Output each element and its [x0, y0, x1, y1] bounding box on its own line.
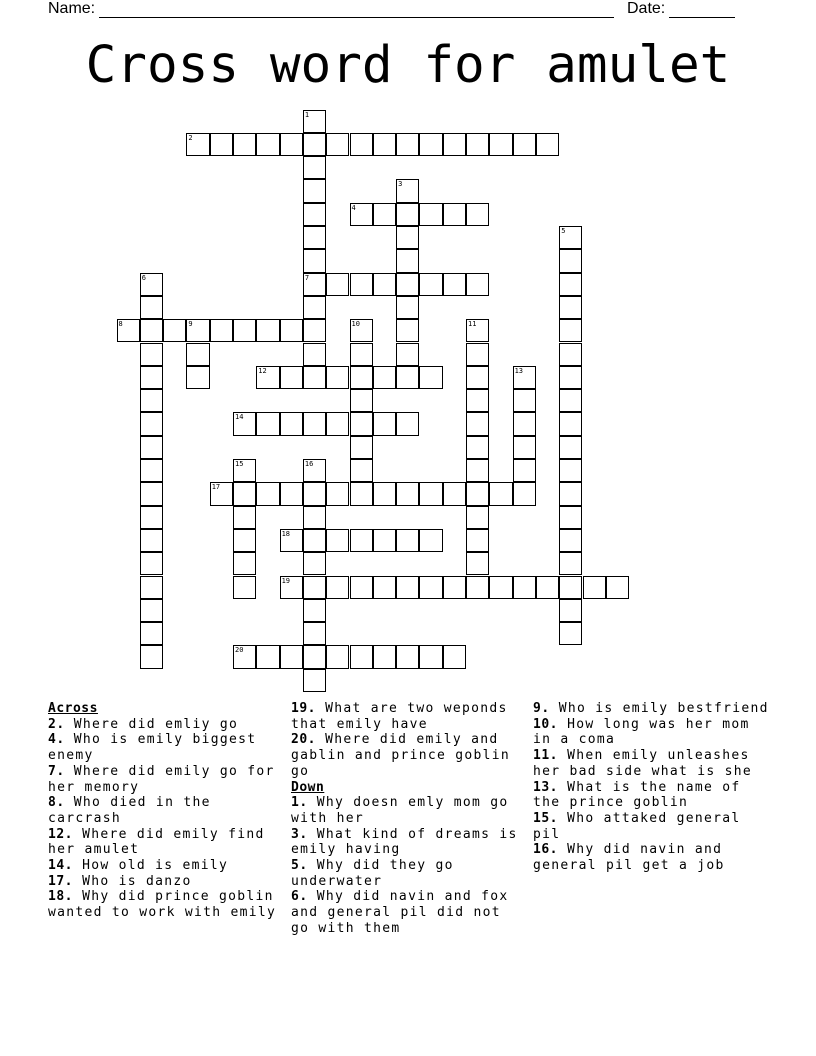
clues-column-1 — [48, 701, 284, 921]
grid-cell[interactable] — [419, 203, 442, 226]
grid-cell[interactable] — [559, 412, 582, 435]
grid-cell[interactable] — [233, 412, 256, 435]
grid-cell[interactable] — [350, 273, 373, 296]
date-line[interactable] — [669, 2, 735, 18]
grid-cell[interactable] — [559, 366, 582, 389]
grid-cell[interactable] — [303, 412, 326, 435]
grid-cell[interactable] — [396, 133, 419, 156]
grid-cell[interactable] — [326, 366, 349, 389]
grid-cell[interactable] — [559, 529, 582, 552]
grid-cell[interactable] — [513, 576, 536, 599]
cell-number: 12 — [258, 366, 267, 375]
grid-cell[interactable] — [303, 552, 326, 575]
name-label: Name: — [48, 0, 96, 17]
grid-cell[interactable] — [303, 133, 326, 156]
grid-cell[interactable] — [583, 576, 606, 599]
grid-cell[interactable] — [140, 412, 163, 435]
grid-cell[interactable] — [140, 319, 163, 342]
grid-cell[interactable] — [140, 343, 163, 366]
grid-cell[interactable] — [233, 529, 256, 552]
grid-cell[interactable] — [489, 133, 512, 156]
grid-cell[interactable] — [373, 576, 396, 599]
grid-cell[interactable] — [256, 645, 279, 668]
grid-cell[interactable] — [396, 529, 419, 552]
grid-cell[interactable] — [443, 645, 466, 668]
grid-cell[interactable] — [559, 389, 582, 412]
clue-down: 6. Why did navin and fox and general pil did not go with them — [291, 889, 509, 936]
name-line[interactable] — [99, 2, 614, 18]
grid-cell[interactable] — [466, 319, 489, 342]
cell-number: 17 — [211, 483, 221, 492]
grid-cell[interactable] — [140, 645, 163, 668]
grid-cell[interactable] — [443, 133, 466, 156]
clues-column-3 — [533, 701, 769, 874]
cell-number: 18 — [281, 529, 291, 538]
grid-cell[interactable] — [513, 389, 536, 412]
grid-cell[interactable] — [350, 412, 373, 435]
grid-cell[interactable] — [303, 203, 326, 226]
grid-cell[interactable] — [280, 529, 303, 552]
grid-cell[interactable] — [466, 343, 489, 366]
grid-cell[interactable] — [233, 133, 256, 156]
grid-cell[interactable] — [373, 273, 396, 296]
grid-cell[interactable] — [373, 203, 396, 226]
grid-cell[interactable] — [513, 459, 536, 482]
grid-cell[interactable] — [326, 482, 349, 505]
grid-cell[interactable] — [303, 366, 326, 389]
grid-cell[interactable] — [280, 576, 303, 599]
clue-across: 18. Why did prince goblin wanted to work with emily — [48, 889, 277, 921]
cell-number: 1 — [304, 110, 310, 119]
grid-cell[interactable] — [256, 482, 279, 505]
clue-down: 3. What kind of dreams is emily having — [291, 826, 518, 858]
clue-down: 15. Who attaked general pil — [533, 810, 741, 842]
grid-cell[interactable] — [303, 622, 326, 645]
grid-cell[interactable] — [140, 599, 163, 622]
grid-cell[interactable] — [326, 576, 349, 599]
grid-cell[interactable] — [303, 110, 326, 133]
cell-number: 3 — [398, 180, 403, 189]
grid-cell[interactable] — [559, 482, 582, 505]
grid-cell[interactable] — [140, 622, 163, 645]
grid-cell[interactable] — [303, 179, 326, 202]
grid-cell[interactable] — [303, 343, 326, 366]
grid-cell[interactable] — [326, 412, 349, 435]
cell-number: 10 — [351, 320, 360, 329]
grid-cell[interactable] — [350, 645, 373, 668]
grid-cell[interactable] — [396, 296, 419, 319]
grid-cell[interactable] — [303, 273, 326, 296]
grid-cell[interactable] — [303, 599, 326, 622]
cell-number: 14 — [235, 413, 244, 422]
clue-across: 14. How old is emily — [48, 858, 229, 874]
grid-cell[interactable] — [280, 645, 303, 668]
cell-number: 2 — [188, 133, 193, 142]
grid-cell[interactable] — [513, 412, 536, 435]
grid-cell[interactable] — [396, 645, 419, 668]
grid-cell[interactable] — [466, 203, 489, 226]
grid-cell[interactable] — [280, 319, 303, 342]
grid-cell[interactable] — [233, 319, 256, 342]
cell-number: 7 — [304, 273, 310, 282]
clues-column-2 — [291, 701, 527, 937]
grid-cell[interactable] — [326, 133, 349, 156]
grid-cell[interactable] — [140, 576, 163, 599]
cell-number: 5 — [561, 227, 566, 235]
grid-cell[interactable] — [233, 552, 256, 575]
cell-number: 20 — [235, 646, 244, 655]
grid-cell[interactable] — [396, 226, 419, 249]
grid-cell[interactable] — [559, 552, 582, 575]
clue-across: 8. Who died in the carcrash — [48, 795, 211, 826]
grid-cell[interactable] — [559, 506, 582, 529]
grid-cell[interactable] — [466, 436, 489, 459]
grid-cell[interactable] — [396, 203, 419, 226]
grid-cell[interactable] — [559, 319, 582, 342]
clue-across: 2. Where did emliy go — [48, 716, 239, 732]
grid-cell[interactable] — [559, 459, 582, 482]
date-label: Date: — [627, 0, 666, 17]
grid-cell[interactable] — [373, 645, 396, 668]
grid-cell[interactable] — [326, 529, 349, 552]
grid-cell[interactable] — [489, 482, 512, 505]
grid-cell[interactable] — [513, 133, 536, 156]
grid-cell[interactable] — [140, 389, 163, 412]
clue-down: 11. When emily unleashes her bad side what is she — [533, 748, 753, 779]
grid-cell[interactable] — [536, 133, 559, 156]
grid-cell[interactable] — [350, 482, 373, 505]
grid-cell[interactable] — [140, 529, 163, 552]
grid-cell[interactable] — [489, 576, 512, 599]
clue-down: 9. Who is emily bestfriend — [533, 701, 769, 716]
grid-cell[interactable] — [513, 366, 536, 389]
clue-down: 1. Why doesn emly mom go with her — [291, 795, 509, 826]
grid-cell[interactable] — [443, 203, 466, 226]
cell-number: 4 — [351, 203, 356, 212]
grid-cell[interactable] — [303, 482, 326, 505]
grid-cell[interactable] — [186, 319, 209, 342]
grid-cell[interactable] — [559, 622, 582, 645]
grid-cell[interactable] — [140, 436, 163, 459]
grid-cell[interactable] — [350, 459, 373, 482]
grid-cell[interactable] — [396, 273, 419, 296]
grid-cell[interactable] — [140, 459, 163, 482]
grid-cell[interactable] — [466, 273, 489, 296]
grid-cell[interactable] — [373, 482, 396, 505]
grid-cell[interactable] — [163, 319, 186, 342]
grid-cell[interactable] — [466, 482, 489, 505]
grid-cell[interactable] — [466, 529, 489, 552]
grid-cell[interactable] — [419, 529, 442, 552]
clue-across: 17. Who is danzo — [48, 873, 192, 889]
grid-cell[interactable] — [536, 576, 559, 599]
grid-cell[interactable] — [419, 366, 442, 389]
grid-cell[interactable] — [466, 459, 489, 482]
grid-cell[interactable] — [303, 576, 326, 599]
grid-cell[interactable] — [350, 436, 373, 459]
clue-across: 12. Where did emily find her amulet — [48, 826, 265, 858]
grid-cell[interactable] — [396, 249, 419, 272]
grid-cell[interactable] — [117, 319, 140, 342]
grid-cell[interactable] — [373, 529, 396, 552]
grid-cell[interactable] — [466, 389, 489, 412]
grid-cell[interactable] — [350, 389, 373, 412]
grid-cell[interactable] — [559, 226, 582, 249]
grid-cell[interactable] — [350, 203, 373, 226]
grid-cell[interactable] — [419, 273, 442, 296]
grid-cell[interactable] — [303, 669, 326, 692]
puzzle-title: Cross word for amulet — [85, 36, 731, 95]
grid-cell[interactable] — [466, 552, 489, 575]
grid-cell[interactable] — [443, 273, 466, 296]
grid-cell[interactable] — [559, 249, 582, 272]
grid-cell[interactable] — [233, 645, 256, 668]
clue-down: 5. Why did they go underwater — [291, 858, 454, 889]
grid-cell[interactable] — [303, 506, 326, 529]
grid-cell[interactable] — [233, 459, 256, 482]
grid-cell[interactable] — [256, 366, 279, 389]
grid-cell[interactable] — [466, 506, 489, 529]
grid-cell[interactable] — [256, 319, 279, 342]
grid-cell[interactable] — [559, 273, 582, 296]
cell-number: 13 — [514, 366, 524, 375]
grid-cell[interactable] — [233, 482, 256, 505]
grid-cell[interactable] — [419, 576, 442, 599]
grid-cell[interactable] — [606, 576, 629, 599]
grid-cell[interactable] — [303, 156, 326, 179]
grid-cell[interactable] — [210, 133, 233, 156]
clue-across: 4. Who is emily biggest enemy — [48, 732, 257, 764]
grid-cell[interactable] — [419, 133, 442, 156]
grid-cell[interactable] — [419, 645, 442, 668]
grid-cell[interactable] — [140, 482, 163, 505]
grid-cell[interactable] — [396, 576, 419, 599]
grid-cell[interactable] — [350, 319, 373, 342]
grid-cell[interactable] — [350, 133, 373, 156]
grid-cell[interactable] — [186, 366, 209, 389]
grid-cell[interactable] — [350, 366, 373, 389]
grid-cell[interactable] — [373, 133, 396, 156]
grid-cell[interactable] — [186, 343, 209, 366]
grid-cell[interactable] — [303, 296, 326, 319]
clue-down: 16. Why did navin and general pil get a job — [533, 842, 725, 874]
name-field[interactable] — [48, 0, 614, 18]
cell-number: 15 — [235, 460, 244, 468]
grid-cell[interactable] — [350, 576, 373, 599]
grid-cell[interactable] — [559, 343, 582, 366]
grid-cell[interactable] — [396, 366, 419, 389]
grid-cell[interactable] — [466, 576, 489, 599]
grid-cell[interactable] — [303, 645, 326, 668]
grid-cell[interactable] — [303, 226, 326, 249]
grid-cell[interactable] — [443, 482, 466, 505]
grid-cell[interactable] — [303, 529, 326, 552]
date-field[interactable] — [627, 0, 735, 18]
grid-cell[interactable] — [233, 506, 256, 529]
grid-cell[interactable] — [396, 179, 419, 202]
grid-cell[interactable] — [303, 459, 326, 482]
grid-cell[interactable] — [559, 599, 582, 622]
grid-cell[interactable] — [373, 366, 396, 389]
grid-cell[interactable] — [280, 366, 303, 389]
grid-cell[interactable] — [303, 249, 326, 272]
grid-cell[interactable] — [373, 412, 396, 435]
cell-number: 8 — [118, 320, 123, 329]
grid-cell[interactable] — [396, 319, 419, 342]
grid-cell[interactable] — [186, 133, 209, 156]
grid-cell[interactable] — [280, 412, 303, 435]
grid-cell[interactable] — [140, 273, 163, 296]
grid-cell[interactable] — [396, 412, 419, 435]
cell-number: 6 — [141, 273, 147, 282]
clue-across: 20. Where did emily and gablin and prince goblin go — [291, 732, 511, 779]
grid-cell[interactable] — [396, 343, 419, 366]
grid-cell[interactable] — [210, 482, 233, 505]
grid-cell[interactable] — [466, 412, 489, 435]
cell-number: 11 — [468, 320, 477, 329]
grid-cell[interactable] — [326, 645, 349, 668]
grid-cell[interactable] — [350, 343, 373, 366]
grid-cell[interactable] — [280, 482, 303, 505]
grid-cell[interactable] — [559, 576, 582, 599]
grid-cell[interactable] — [559, 436, 582, 459]
grid-cell[interactable] — [396, 482, 419, 505]
down-heading: Down — [291, 779, 325, 795]
grid-cell[interactable] — [559, 296, 582, 319]
grid-cell[interactable] — [443, 576, 466, 599]
grid-cell[interactable] — [303, 319, 326, 342]
grid-cell[interactable] — [350, 529, 373, 552]
cell-number: 19 — [281, 576, 291, 585]
clue-across: 19. What are two weponds that emily have — [291, 701, 508, 732]
grid-cell[interactable] — [140, 366, 163, 389]
grid-cell[interactable] — [210, 319, 233, 342]
across-heading: Across — [48, 701, 98, 716]
cell-number: 9 — [188, 320, 193, 329]
clue-down: 13. What is the name of the prince goblin — [533, 779, 741, 811]
clue-down: 10. How long was her mom in a coma — [533, 716, 750, 748]
clue-across: 7. Where did emily go for her memory — [48, 763, 275, 795]
grid-cell[interactable] — [326, 273, 349, 296]
cell-number: 16 — [304, 460, 314, 468]
grid-cell[interactable] — [140, 296, 163, 319]
grid-cell[interactable] — [466, 133, 489, 156]
grid-cell[interactable] — [233, 576, 256, 599]
grid-cell[interactable] — [140, 506, 163, 529]
grid-cell[interactable] — [513, 436, 536, 459]
grid-cell[interactable] — [466, 366, 489, 389]
grid-cell[interactable] — [140, 552, 163, 575]
grid-cell[interactable] — [280, 133, 303, 156]
grid-cell[interactable] — [419, 482, 442, 505]
grid-cell[interactable] — [256, 412, 279, 435]
grid-cell[interactable] — [513, 482, 536, 505]
grid-cell[interactable] — [256, 133, 279, 156]
